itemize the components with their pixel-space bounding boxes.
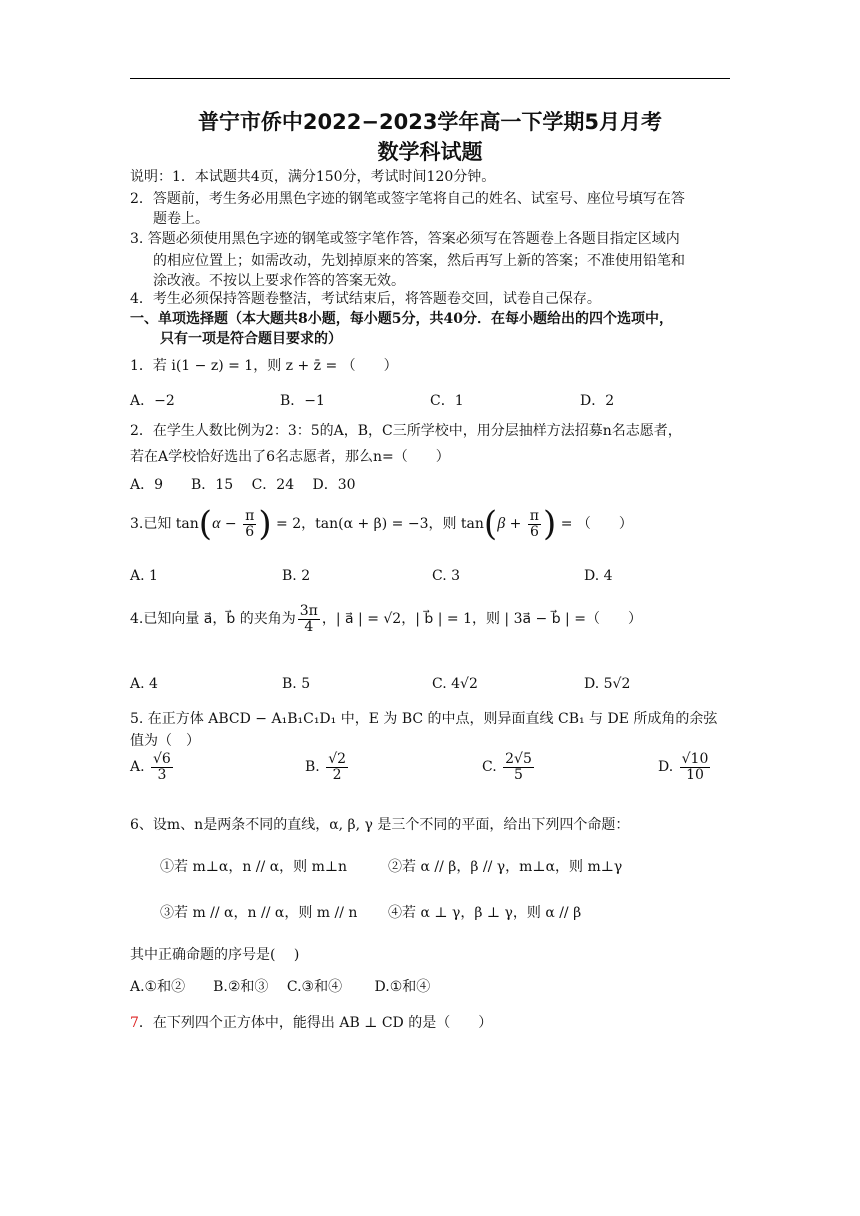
q5-option-b: B. $\frac{√2}{2}$	[305, 751, 347, 783]
instruction-4: 4．考生必须保持答题卷整洁，考试结束后，将答题卷交回，试卷自己保存。	[130, 291, 601, 307]
q1-option-d: D．2	[580, 393, 615, 409]
q1-option-b: B．−1	[280, 393, 325, 409]
instruction-2: 2．答题前，考生务必用黑色字迹的钢笔或签字笔将自己的姓名、试室号、座位号填写在答	[130, 191, 685, 207]
q4-option-a: A. 4	[130, 676, 158, 692]
q7-stem: 7．在下列四个正方体中，能得出 AB ⊥ CD 的是（ ）	[130, 1015, 493, 1031]
q2-stem-1: 2．在学生人数比例为2：3：5的A，B，C三所学校中，用分层抽样方法招募n名志愿者，	[130, 423, 682, 439]
instruction-1: 说明：1．本试题共4页，满分150分，考试时间120分钟。	[130, 169, 496, 185]
q4-fraction: $\frac{3\pi}{4}$	[299, 603, 318, 635]
q6-proposition-3: ③若 m // α，n // α，则 m // n	[160, 905, 358, 921]
instruction-3-cont: 的相应位置上；如需改动，先划掉原来的答案，然后再写上新的答案；不准使用铅笔和	[153, 253, 685, 269]
q6-proposition-2: ②若 α // β，β // γ，m⊥α，则 m⊥γ	[388, 859, 623, 875]
exam-subtitle: 数学科试题	[377, 140, 483, 164]
q6-options: A.①和② B.②和③ C.③和④ D.①和④	[130, 979, 431, 995]
section-heading: 一、单项选择题（本大题共8小题，每小题5分，共40分．在每小题给出的四个选项中，	[130, 311, 673, 327]
q6-proposition-4: ④若 α ⊥ γ，β ⊥ γ，则 α // β	[388, 905, 582, 921]
instruction-3-cont2: 涂改液。不按以上要求作答的答案无效。	[153, 273, 405, 289]
q2-options: A．9 B．15 C．24 D．30	[130, 477, 356, 493]
q4-option-c: C. 4√2	[432, 676, 478, 692]
header-rule	[130, 78, 730, 79]
q3-option-c: C. 3	[432, 568, 461, 584]
q5-option-c: C. $\frac{2√5}{5}$	[482, 751, 532, 783]
section-heading-cont: 只有一项是符合题目要求的）	[160, 331, 342, 347]
q4-option-b: B. 5	[282, 676, 311, 692]
q4-option-d: D. 5√2	[584, 676, 631, 692]
instruction-3: 3. 答题必须使用黑色字迹的钢笔或签字笔作答，答案必须写在答题卷上各题目指定区域内	[130, 231, 680, 247]
q2-stem-2: 若在A学校恰好选出了6名志愿者，那么n=（ ）	[130, 449, 450, 465]
q1-option-a: A．−2	[130, 393, 175, 409]
q5-stem-2: 值为（ ）	[130, 733, 200, 749]
q5-stem-1: 5. 在正方体 ABCD − A₁B₁C₁D₁ 中，E 为 BC 的中点，则异面直线 CB₁ 与 DE 所成角的余弦	[130, 711, 718, 727]
q6-proposition-1: ①若 m⊥α，n // α，则 m⊥n	[160, 859, 348, 875]
q3-fraction-2: $\frac{\pi}{6}$	[529, 507, 539, 540]
instruction-2-cont: 题卷上。	[153, 211, 209, 227]
q3-option-a: A. 1	[130, 568, 158, 584]
q1-option-c: C．1	[430, 393, 464, 409]
q7-number: 7	[130, 1015, 139, 1031]
exam-title: 普宁市侨中2022−2023学年高一下学期5月月考	[197, 110, 663, 134]
q3-fraction-1: $\frac{\pi}{6}$	[245, 507, 255, 540]
q5-option-d: D. $\frac{√10}{10}$	[658, 751, 709, 783]
q5-option-a: A. $\frac{√6}{3}$	[130, 751, 171, 783]
q6-stem: 6、设m、n是两条不同的直线，α, β, γ 是三个不同的平面，给出下列四个命题：	[130, 817, 630, 833]
q6-ask: 其中正确命题的序号是( )	[130, 947, 300, 963]
q3-stem: 3.已知 tan(α − $\frac{\pi}{6}$ ) = 2，tan(α + β) = −3，则 tan(β + $\frac{\pi}{6}$ ) = （ ）	[130, 504, 633, 544]
q1-stem: 1．若 i(1 − z) = 1，则 z + z̄ = （ ）	[130, 358, 398, 374]
q3-option-b: B. 2	[282, 568, 311, 584]
q4-stem: 4.已知向量 a⃗，b⃗ 的夹角为 $\frac{3\pi}{4}$ ，| a⃗ | = √2，| b⃗ | = 1，则 | 3a⃗ − b⃗ | =（ ）	[130, 603, 642, 635]
q3-option-d: D. 4	[584, 568, 613, 584]
